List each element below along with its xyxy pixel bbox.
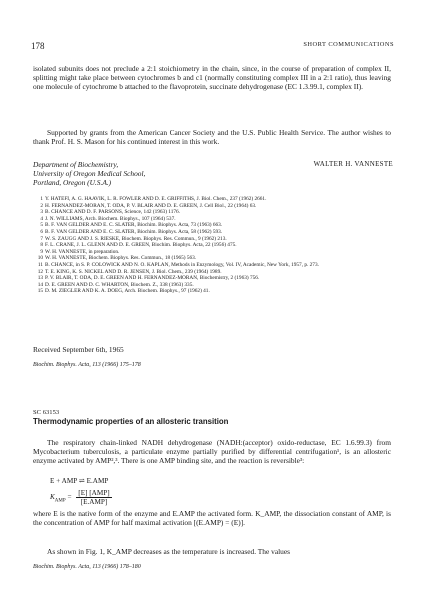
affiliation-line-3: Portland, Oregon (U.S.A.) <box>33 178 112 188</box>
equation-equals: = <box>65 493 74 502</box>
journal-citation: Biochim. Biophys. Acta, 113 (1966) 175–178 <box>33 362 141 368</box>
reference-text: B. F. VAN GELDER AND E. C. SLATER, Biochim. Biophys. Acta, 73 (1963) 663. <box>45 222 223 229</box>
reference-item <box>33 262 393 269</box>
reference-item <box>33 275 393 282</box>
reference-item <box>33 288 393 295</box>
reference-list <box>33 196 393 295</box>
reference-text: F. L. CRANE, J. L. GLENN AND D. E. GREEN, Biochim. Biophys. Acta, 22 (1956) 475. <box>45 242 237 249</box>
reference-text: H. FERNANDEZ-MORAN, T. ODA, P. V. BLAIR AND D. E. GREEN, J. Cell Biol., 22 (1964) 63. <box>45 202 257 209</box>
reference-number: 3 <box>40 209 43 216</box>
reference-number: 6 <box>40 228 43 235</box>
reference-number: 2 <box>40 202 43 209</box>
paragraph-acknowledgement: Supported by grants from the American Cancer Society and the U.S. Public Health Service. The author wishes to thank Prof. H. S. Mason for his continued interest in this work. <box>33 128 391 147</box>
reference-number: 12 <box>37 268 43 275</box>
article-title: Thermodynamic properties of an allosteric transition <box>33 417 229 426</box>
affiliation-line-2: University of Oregon Medical School, <box>33 169 146 179</box>
equation-denominator: [E.AMP] <box>80 498 108 506</box>
reference-text: Y. HATEFI, A. G. HAAVIK, L. R. FOWLER AND D. E. GRIFFITHS, J. Biol. Chem., 237 (1962) 2661. <box>45 196 267 202</box>
reference-text: B. CHANCE AND D. F. PARSONS, Science, 142 (1963) 1176. <box>45 209 180 216</box>
sc-number: SC 63153 <box>33 409 60 416</box>
reference-text: B. CHANCE, in S. P. COLOWICK AND N. O. KAPLAN, Methods in Enzymology, Vol. IV, Academic, New York, 1957, p. 273. <box>45 261 319 268</box>
reference-number: 7 <box>40 235 43 242</box>
reference-number: 9 <box>40 248 43 255</box>
affiliation-block <box>33 160 393 187</box>
reference-text: W. H. VANNESTE, Biochem. Biophys. Res. Commun., 18 (1965) 563. <box>45 255 197 262</box>
reference-text: J. N. WILLIAMS, Arch. Biochem. Biophys., 107 (1964) 537. <box>45 215 176 222</box>
reference-number: 8 <box>40 242 43 249</box>
paragraph-intro: The respiratory chain-linked NADH dehydrogenase (NADH:(acceptor) oxido-reductase, EC 1.6.99.3) from Mycobacterium tuberculosis, a particulate enzyme partially purified by differential centrifugation¹, is an allosteric enzyme activated by AMP²,³. There is one AMP binding site, and the reaction is reversible³: <box>33 438 391 466</box>
page-number: 178 <box>31 41 45 51</box>
affiliation-line-1: Department of Biochemistry, <box>33 160 119 169</box>
reference-number: 4 <box>40 215 43 222</box>
reference-text: P. V. BLAIR, T. ODA, D. E. GREEN AND H. FERNANDEZ-MORAN, Biochemistry, 2 (1963) 756. <box>45 275 260 282</box>
paragraph-definitions: where E is the native form of the enzyme and E.AMP the activated form. K_AMP, the dissociation constant of AMP, is the concentration of AMP for half maximal activation [(E.AMP) = (E)]. <box>33 509 391 528</box>
reference-number: 14 <box>37 281 43 288</box>
journal-citation-2: Biochim. Biophys. Acta, 113 (1966) 178–180 <box>33 564 141 570</box>
paragraph-results: As shown in Fig. 1, K_AMP decreases as the temperature is increased. The values <box>47 547 291 556</box>
equation-k-subscript: AMP <box>54 498 66 504</box>
equation-equilibrium: E + AMP ⇌ E.AMP <box>50 477 109 485</box>
reference-text: D. E. GREEN AND D. C. WHARTON, Biochem. Z., 338 (1963) 335. <box>45 281 194 288</box>
equation-kamp <box>50 489 112 506</box>
reference-item <box>33 229 393 236</box>
reference-number: 10 <box>37 255 43 262</box>
reference-text: W. H. VANNESTE, in preparation. <box>45 248 120 255</box>
reference-item <box>33 222 393 229</box>
reference-text: W. S. ZAUGG AND J. S. RIESKE, Biochem. Biophys. Res. Commun., 9 (1962) 213. <box>45 235 227 242</box>
reference-number: 1 <box>40 196 43 202</box>
equation-numerator: [E] [AMP] <box>78 489 110 497</box>
paragraph-1: isolated subunits does not preclude a 2:1 stoichiometry in the chain, since, in the course of preparation of complex II, splitting might take place between cytochromes b and c1 (normally constituting complex III in a 2:1 ratio), thus leaving one molecule of cytochrome b attached to the flavoprotein, succinate dehydrogenase (EC 1.3.99.1, complex II). <box>33 64 391 92</box>
reference-number: 11 <box>37 261 43 268</box>
running-head: SHORT COMMUNICATIONS <box>303 41 394 48</box>
reference-text: B. F. VAN GELDER AND E. C. SLATER, Biochim. Biophys. Acta, 58 (1962) 593. <box>45 228 223 235</box>
reference-text: T. E. KING, K. S. NICKEL AND D. R. JENSEN, J. Biol. Chem., 239 (1964) 1989. <box>45 268 222 275</box>
received-date: Received September 6th, 1965 <box>33 345 124 354</box>
author-name: WALTER H. VANNESTE <box>313 160 393 168</box>
equation-fraction <box>76 489 111 506</box>
reference-item <box>33 242 393 249</box>
reference-number: 13 <box>37 275 43 282</box>
reference-number: 5 <box>40 222 43 229</box>
equation-k: K <box>50 493 55 502</box>
reference-number: 15 <box>37 288 43 295</box>
page-header <box>31 41 394 53</box>
reference-item <box>33 209 393 216</box>
reference-text: D. M. ZIEGLER AND K. A. DOEG, Arch. Biochem. Biophys., 97 (1962) 41. <box>45 288 210 295</box>
reference-item <box>33 196 393 203</box>
reference-item <box>33 255 393 262</box>
